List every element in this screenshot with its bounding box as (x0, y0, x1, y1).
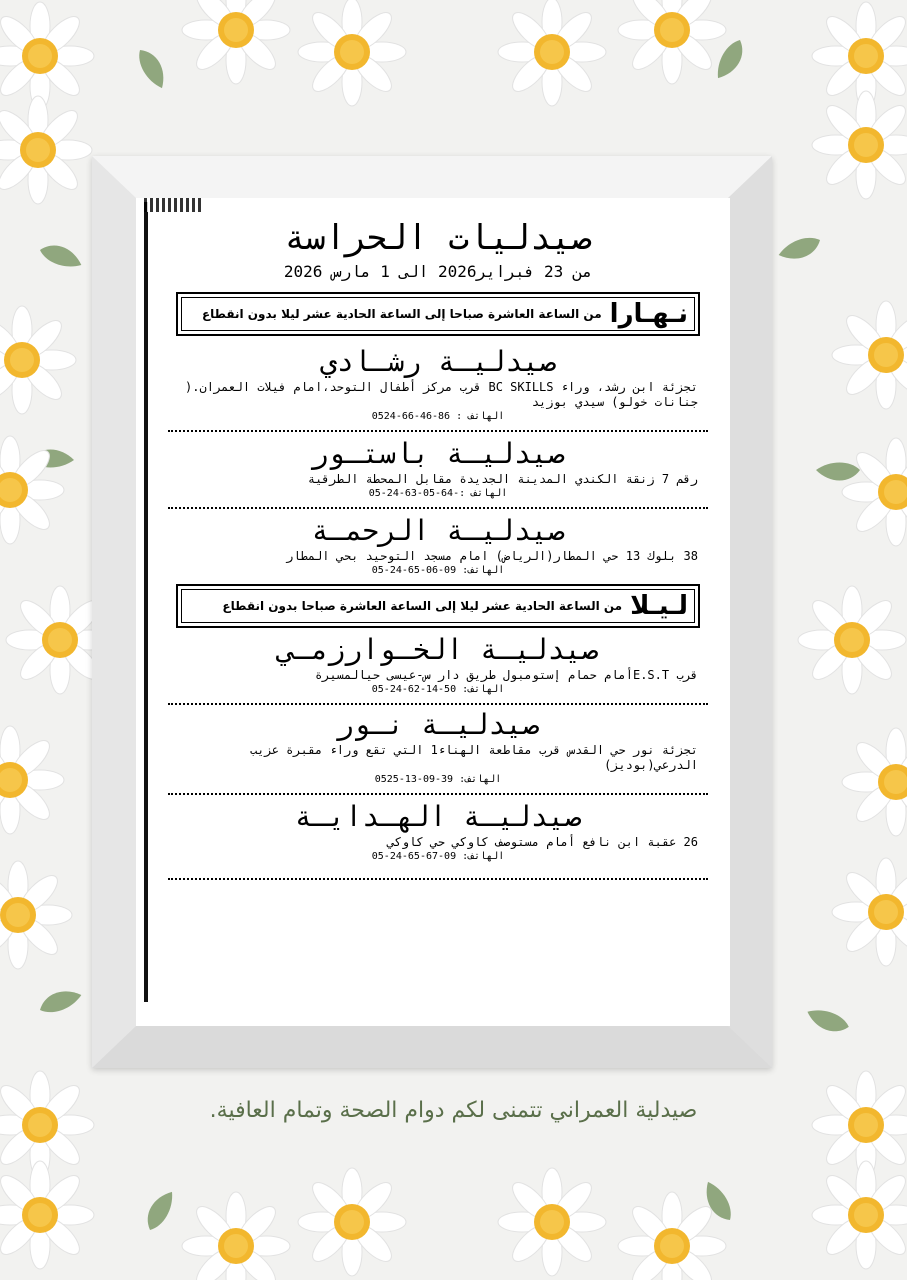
pharmacy-name: صيدليـة الهـدايـة (294, 800, 582, 833)
pharmacy-address: 38 بلوك 13 حي المطار(الرياض) امام مسجد التوحيد بحي المطار (286, 549, 698, 563)
pharmacy-name: صيدليـة رشـادي (319, 345, 556, 378)
pharmacy-name: صيدليـة الرحمـة (311, 514, 565, 547)
pharmacy-phone: الهاتف: 09-67-65-24-05 (371, 851, 505, 862)
document-title: صيدليات الحراسة (284, 218, 592, 258)
scan-edge-line (144, 202, 148, 1002)
pharmacy-entry (158, 632, 718, 697)
pharmacy-phone: الهاتف :-64-05-63-24-05 (368, 488, 508, 499)
dotted-divider (168, 507, 708, 509)
dotted-divider (168, 878, 708, 880)
footer-message: صيدلية العمراني تتمنى لكم دوام الصحة وتمام العافية. (209, 1098, 698, 1123)
scanned-document (136, 198, 730, 1026)
pharmacy-phone: الهاتف : 86-46-66-0524 (371, 411, 505, 422)
dotted-divider (168, 793, 708, 795)
day-shift-title: نـهـارا (609, 299, 688, 329)
pharmacy-entry (158, 513, 718, 578)
pharmacy-phone: الهاتف: 50-14-62-24-05 (371, 684, 505, 695)
pharmacy-name: صيدليـة نـور (336, 708, 540, 741)
pharmacy-address: رقم 7 زنقة الكندي المدينة الجديدة مقابل المحطة الطرقية (307, 472, 698, 486)
pharmacy-entry (158, 799, 718, 864)
pharmacy-entry (158, 707, 718, 787)
pharmacy-address: قرب E.S.Tأمام حمام إستومبول طريق دار س-عيسى حيالمسيرة (315, 668, 698, 682)
dotted-divider (168, 430, 708, 432)
dotted-divider (168, 703, 708, 705)
document-content (158, 198, 718, 880)
pharmacy-entry (158, 344, 718, 424)
pharmacy-address: تجزئة نور حي القدس قرب مقاطعة الهناء1 التي تقع وراء مقبرة عزيب الدرعي(بوديز) (250, 743, 698, 772)
night-shift-title: لـيـلا (630, 591, 688, 621)
date-range: من 23 فبراير2026 الى 1 مارس 2026 (283, 262, 593, 281)
pharmacy-address: 26 عقبة ابن نافع أمام مستوصف كاوكي حي كاوكي (387, 835, 698, 849)
pharmacy-phone: الهاتف: 09-06-65-24-05 (371, 565, 505, 576)
pharmacy-name: صيدليـة الخـوارزمـي (277, 633, 599, 666)
day-shift-hours: من الساعة العاشرة صباحا إلى الساعة الحادية عشر ليلا بدون انقطاع (201, 307, 602, 321)
night-shift-box (176, 584, 700, 628)
night-shift-hours: من الساعة الحادية عشر ليلا إلى الساعة العاشرة صباحا بدون انقطاع (222, 599, 623, 613)
pharmacy-phone: الهاتف: 39-09-13-0525 (374, 774, 502, 785)
pharmacy-entry (158, 436, 718, 501)
pharmacy-name: صيدليـة باستـور (311, 437, 565, 470)
pharmacy-address: تجزئة ابن رشد، وراء BC SKILLS قرب مركز أطفال التوحد،امام فيلات العمران.( جنانات خولو) سيدي بوزيد (185, 380, 698, 409)
day-shift-box (176, 292, 700, 336)
